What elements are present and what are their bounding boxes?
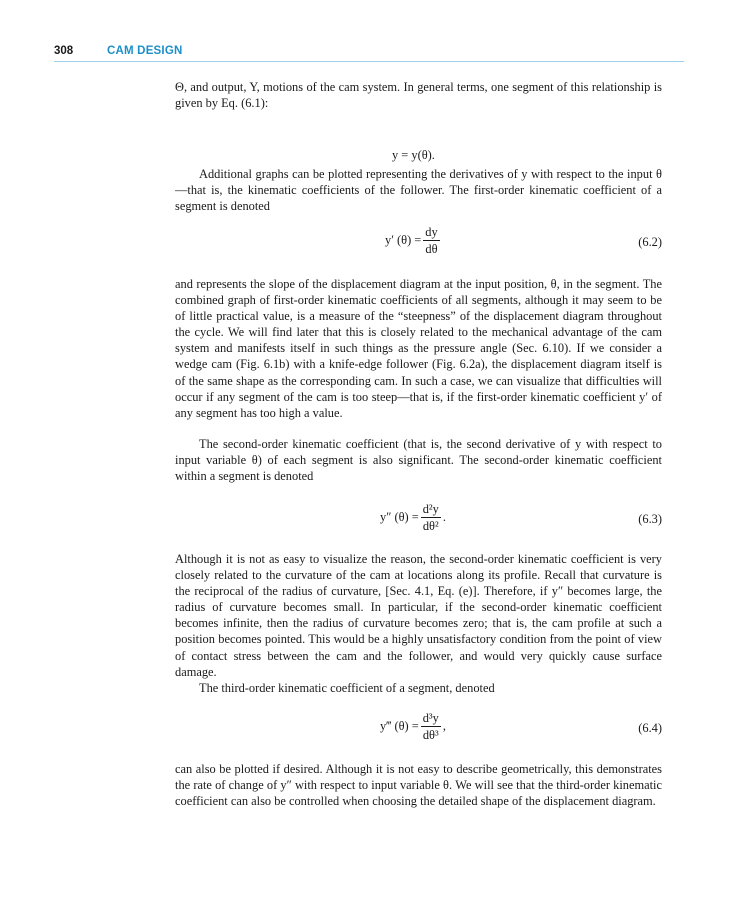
equation-6-1 <box>175 148 662 166</box>
equation-6-3-numerator: d²y <box>422 502 439 516</box>
equation-6-3-lhs: y″ (θ) = <box>380 510 419 524</box>
paragraph-2-text: Additional graphs can be plotted representing the derivatives of y with respect to the input θ—that is, the kinematic coefficients of the follower. The first-order kinematic coefficient of a segment is denoted <box>175 167 662 214</box>
paragraph-4 <box>175 436 662 484</box>
equation-6-4-lhs: y‴ (θ) = <box>380 719 419 733</box>
chapter-title: CAM DESIGN <box>107 45 183 57</box>
equation-6-2-number: (6.2) <box>638 235 662 249</box>
paragraph-3 <box>175 276 662 421</box>
paragraph-6-text: The third-order kinematic coefficient of a segment, denoted <box>199 681 495 695</box>
equation-6-2-numerator: dy <box>425 225 438 239</box>
paragraph-5-text: Although it is not as easy to visualize the reason, the second-order kinematic coefficient is very closely related to the curvature of the cam at locations along its profile. Recall that curvature is the reciprocal of the radius of curvature, [Sec. 4.1, Eq. (e)]. Therefore, if y″ becomes large, the radius of curvature becomes small. In particular, if the second-order kinematic coefficient becomes infinite, then the radius of curvature becomes zero; that is, the cam profile at such a position becomes pointed. This would be a highly unsatisfactory condition from the point of view of contact stress between the cam and the follower, and would very quickly cause surface damage. <box>175 552 662 679</box>
equation-6-4 <box>175 711 662 747</box>
paragraph-3-text: and represents the slope of the displacement diagram at the input position, θ, in the segment. The combined graph of first-order kinematic coefficients of all segments, although it may seem to be of little practical value, is a measure of the “steepness” of the displacement diagram throughout the cycle. We will find later that this is closely related to the mechanical advantage of the cam system and manifests itself in such things as the pressure angle (Sec. 6.10). If we consider a wedge cam (Fig. 6.1b) with a knife-edge follower (Fig. 6.2a), the displacement diagram itself is of the same shape as the corresponding cam. In such a case, we can visualize that difficulties will occur if any segment of the cam is too steep—that is, if the first-order kinematic coefficient y′ of any segment has too high a value. <box>175 277 662 420</box>
equation-6-3 <box>175 502 662 538</box>
header-rule <box>54 61 684 62</box>
equation-6-3-number: (6.3) <box>638 512 662 526</box>
paragraph-7 <box>175 761 662 809</box>
equation-6-4-number: (6.4) <box>638 721 662 735</box>
paragraph-1 <box>175 79 662 111</box>
paragraph-2 <box>175 166 662 214</box>
equation-6-3-tail: . <box>442 510 446 524</box>
paragraph-1-text: Θ, and output, Y, motions of the cam system. In general terms, one segment of this relationship is given by Eq. (6.1): <box>175 80 662 111</box>
equation-6-4-tail: , <box>442 719 446 733</box>
equation-6-2 <box>175 225 662 261</box>
equation-6-2-lhs: y′ (θ) = <box>385 233 422 247</box>
equation-6-3-fraction <box>421 502 441 533</box>
equation-6-2-fraction <box>423 225 439 256</box>
paragraph-6 <box>175 680 662 696</box>
equation-6-3-denominator: dθ² <box>422 519 439 533</box>
equation-6-1-body: y = y(θ). <box>392 148 435 162</box>
equation-6-4-fraction <box>421 711 441 742</box>
equation-6-4-denominator: dθ³ <box>422 728 439 742</box>
equation-6-4-numerator: d³y <box>422 711 439 725</box>
paragraph-7-text: can also be plotted if desired. Although it is not easy to describe geometrically, this demonstrates the rate of change of y″ with respect to input variable θ. We will see that the third-order kinematic coefficient can also be controlled when choosing the detailed shape of the displacement diagram. <box>175 762 662 809</box>
page-number: 308 <box>54 45 74 57</box>
equation-6-2-denominator: dθ <box>425 242 438 256</box>
running-head <box>54 45 684 63</box>
paragraph-4-text: The second-order kinematic coefficient (that is, the second derivative of y with respect to input variable θ) of each segment is also significant. The second-order kinematic coefficient within a segment is denoted <box>175 437 662 484</box>
paragraph-5 <box>175 551 662 680</box>
